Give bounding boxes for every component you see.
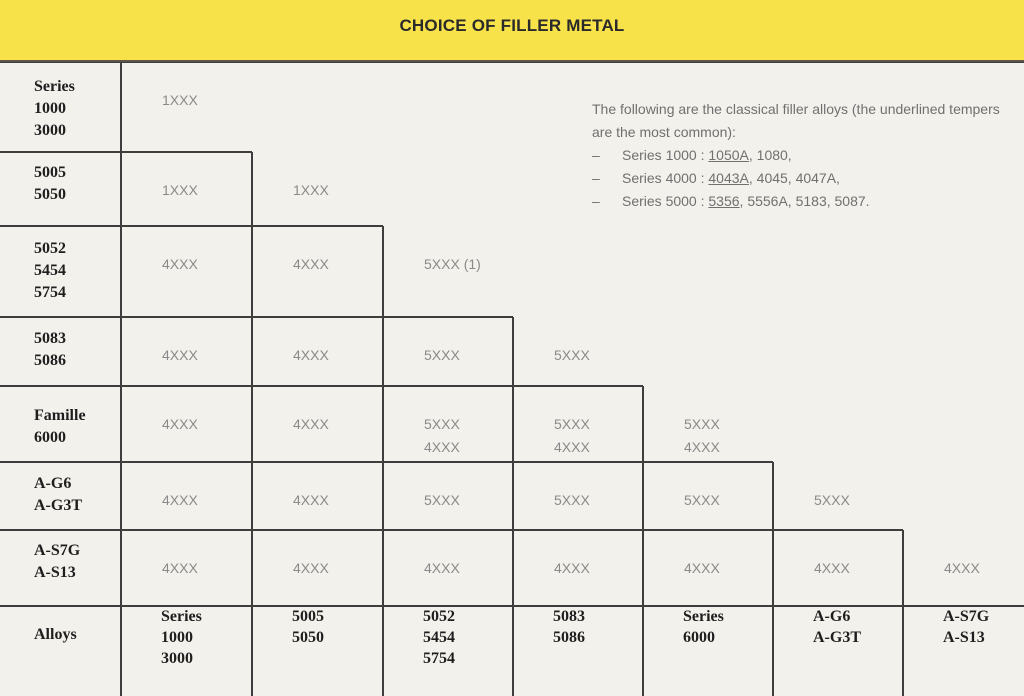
note-prefix: Series 5000 : [622, 193, 709, 209]
filler-metal-cell: 4XXX [684, 560, 720, 576]
note-prefix: Series 4000 : [622, 170, 709, 186]
row-header: 5052 5454 5754 [34, 240, 66, 301]
note-item-series-4000 [592, 167, 1017, 190]
table-gridline-horizontal [0, 529, 903, 531]
note-prefix: Series 1000 : [622, 147, 709, 163]
filler-metal-cell: 4XXX [293, 347, 329, 363]
filler-metal-cell: 5XXX [814, 492, 850, 508]
note-underlined-alloy: 1050A [708, 147, 749, 163]
table-gridline-vertical [642, 386, 644, 696]
filler-metal-cell: 4XXX [293, 256, 329, 272]
row-header: 5083 5086 [34, 330, 66, 369]
table-gridline-horizontal [0, 62, 1024, 63]
filler-metal-cell: 5XXX 4XXX [424, 416, 460, 455]
note-rest: , 1080, [748, 147, 792, 163]
column-header: A-G6 A-G3T [813, 608, 861, 646]
table-gridline-horizontal [0, 316, 513, 318]
note-underlined-alloy: 5356 [708, 193, 740, 209]
filler-metal-cell: 4XXX [424, 560, 460, 576]
filler-metal-cell: 4XXX [162, 492, 198, 508]
table-gridline-horizontal [0, 385, 643, 387]
filler-metal-cell: 5XXX [554, 347, 590, 363]
row-header: A-S7G A-S13 [34, 542, 81, 581]
filler-metal-cell: 4XXX [293, 492, 329, 508]
table-gridline-horizontal [0, 225, 383, 227]
row-header: Series 1000 3000 [34, 78, 75, 139]
table-gridline-vertical [772, 462, 774, 696]
filler-metal-cell: 1XXX [293, 182, 329, 198]
column-header: 5083 5086 [553, 608, 585, 646]
note-item-series-5000 [592, 190, 1017, 213]
note-intro: The following are the classical filler alloys (the underlined tempers are the most common): [592, 101, 1000, 140]
note-rest: , 4045, 4047A, [748, 170, 840, 186]
filler-metal-cell: 5XXX [424, 347, 460, 363]
note-rest: , 5556A, 5183, 5087. [739, 193, 870, 209]
filler-metal-cell: 4XXX [944, 560, 980, 576]
column-header: Series 1000 3000 [161, 608, 202, 667]
table-gridline-horizontal [0, 461, 773, 463]
row-header: Alloys [34, 626, 77, 643]
filler-metal-cell: 5XXX [684, 492, 720, 508]
filler-metal-cell: 5XXX [554, 492, 590, 508]
filler-metal-cell: 4XXX [293, 560, 329, 576]
filler-metal-cell: 5XXX (1) [424, 256, 481, 272]
column-header: Series 6000 [683, 608, 724, 646]
row-header: A-G6 A-G3T [34, 475, 82, 514]
header-banner [0, 0, 1024, 62]
row-header: Famille 6000 [34, 407, 86, 446]
page-title: CHOICE OF FILLER METAL [399, 16, 625, 35]
filler-metal-cell: 1XXX [162, 92, 198, 108]
filler-metal-cell: 4XXX [293, 416, 329, 432]
filler-metal-cell: 4XXX [162, 347, 198, 363]
filler-metal-cell: 5XXX 4XXX [554, 416, 590, 455]
table-gridline-vertical [120, 62, 122, 696]
filler-alloys-note [592, 98, 1017, 213]
column-header: 5005 5050 [292, 608, 324, 646]
filler-metal-cell: 4XXX [162, 560, 198, 576]
table-gridline-horizontal [0, 151, 252, 153]
table-gridline-vertical [902, 530, 904, 696]
note-underlined-alloy: 4043A [708, 170, 749, 186]
row-header: 5005 5050 [34, 164, 66, 203]
filler-metal-cell: 4XXX [162, 256, 198, 272]
table-gridline-vertical [512, 317, 514, 696]
note-item-series-1000 [592, 144, 1017, 167]
filler-metal-cell: 4XXX [814, 560, 850, 576]
table-gridline-vertical [382, 226, 384, 696]
filler-metal-cell: 4XXX [554, 560, 590, 576]
filler-metal-cell: 4XXX [162, 416, 198, 432]
filler-metal-cell: 1XXX [162, 182, 198, 198]
column-header: A-S7G A-S13 [943, 608, 990, 646]
note-list [592, 144, 1017, 213]
filler-metal-cell: 5XXX [424, 492, 460, 508]
table-gridline-vertical [251, 152, 253, 696]
column-header: 5052 5454 5754 [423, 608, 455, 667]
filler-metal-cell: 5XXX 4XXX [684, 416, 720, 455]
